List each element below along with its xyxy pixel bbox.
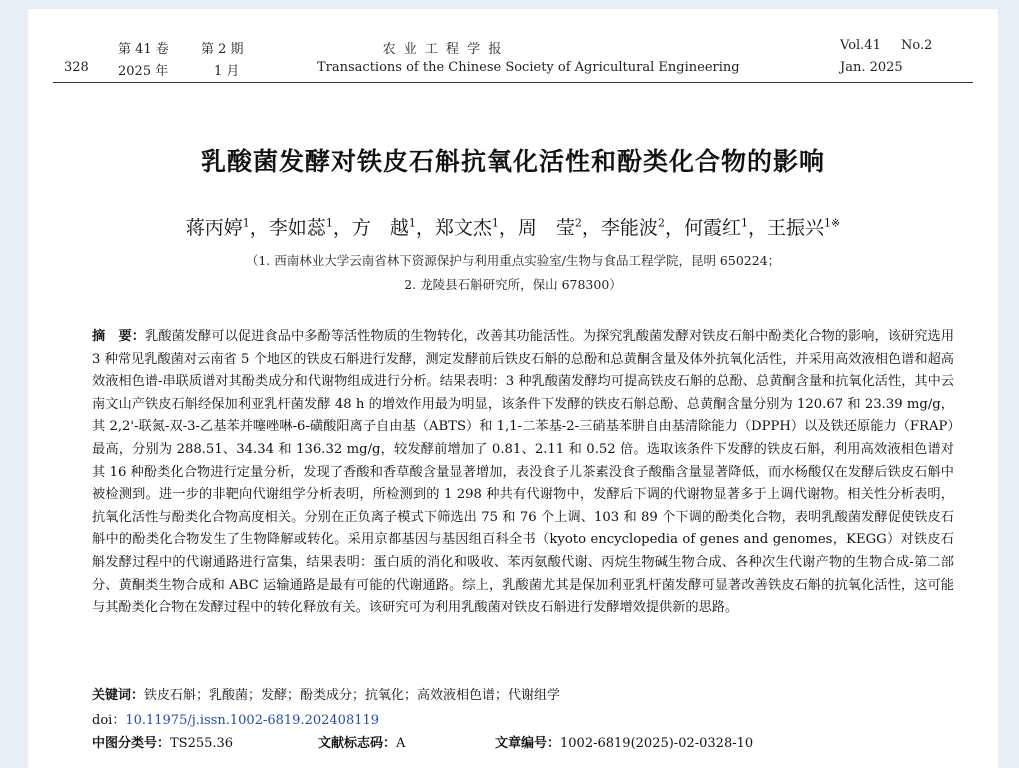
abstract-text: 乳酸菌发酵可以促进食品中多酚等活性物质的生物转化，改善其功能活性。为探究乳酸菌发酵对铁皮石斛中酚类化合物的影响，该研究选用 3 种常见乳酸菌对云南省 5 个地区的铁皮石斛进行发酵，测定发酵前后铁皮石斛的总酚和总黄酮含量及体外抗氧化活性，并采用高效液相色谱和超高效液相色谱-串联质谱对其酚类成分和代谢物组成进行分析。结果表明：3 种乳酸菌发酵均可提高铁皮石斛的总酚、总黄酮含量和抗氧化活性，其中云南文山产铁皮石斛经保加利亚乳杆菌发酵 48 h 的增效作用最为明显，该条件下发酵的铁皮石斛总酚、总黄酮含量分别为 120.67 和 23.39 mg/g，其 2,2'-联氮-双-3-乙基苯并噻唑啉-6-磺酸阳离子自由基（ABTS）和 1,1-二苯基-2-三硝基苯肼自由基清除能力（DPPH）以及铁还原能力（FRAP）最高，分别为 288.51、34.34 和 136.32 mg/g，较发酵前增加了 0.81、2.11 和 0.52 倍。选取该条件下发酵的铁皮石斛，利用高效液相色谱对其 16 种酚类化合物进行定量分析，发现了香酸和香草酸含量显著增加，表没食子儿茶素没食子酸酯含量显著降低，而水杨酸仅在发酵后铁皮石斛中被检测到。进一步的非靶向代谢组学分析表明，所检测到的 1 298 种共有代谢物中，发酵后下调的代谢物显著多于上调代谢物。相关性分析表明，抗氧化活性与酚类化合物高度相关。分别在正负离子模式下筛选出 75 和 76 个上调、103 和 89 个下调的酚类化合物，表明乳酸菌发酵促使铁皮石斛中的酚类化合物发生了生物降解或转化。采用京都基因与基因组百科全书（kyoto encyclopedia of genes and genomes，KEGG）对铁皮石斛发酵过程中的代谢通路进行富集，结果表明：蛋白质的消化和吸收、苯丙氨酸代谢、丙烷生物碱生物合成、各种次生代谢产物的生物合成-第二部分、黄酮类生物合成和 ABC 运输通路是最有可能的代谢通路。综上，乳酸菌尤其是保加利亚乳杆菌发酵可显著改善铁皮石斛的抗氧化活性，这可能与其酚类化合物在发酵过程中的转化释放有关。该研究可为利用乳酸菌对铁皮石斛进行发酵增效提供新的思路。 — [92, 329, 955, 616]
affiliation-1: （1. 西南林业大学云南省林下资源保护与利用重点实验室/生物与食品工程学院，昆明 650224； — [245, 253, 781, 268]
volume-en: Vol.41 — [840, 38, 881, 53]
year-cn: 2025 年 — [118, 64, 169, 79]
author-name: 蒋丙婷 — [185, 217, 243, 239]
author-affiliation-mark: 1 — [491, 216, 499, 230]
header-rule — [53, 82, 973, 83]
author-separator: ， — [332, 217, 352, 239]
doc-value: A — [396, 736, 406, 751]
author-name: 何霞红 — [683, 217, 741, 239]
author-separator: ， — [498, 217, 518, 239]
journal-name-cn: 农 业 工 程 学 报 — [382, 42, 504, 57]
author-name: 方 越 — [351, 217, 409, 239]
article-number — [495, 732, 753, 751]
author-list — [28, 213, 998, 240]
author-affiliation-mark: 1 — [325, 216, 333, 230]
article-label: 文章编号： — [495, 736, 561, 751]
doc-code — [318, 732, 405, 751]
classification-line — [92, 732, 233, 751]
abstract — [92, 326, 954, 620]
clc-label: 中图分类号： — [92, 736, 171, 751]
author-name: 李如蕊 — [268, 217, 326, 239]
author-name: 李能波 — [600, 217, 658, 239]
author-name: 王振兴 — [766, 217, 824, 239]
author-separator: ， — [249, 217, 269, 239]
paper-page — [28, 9, 998, 768]
doi-line — [92, 709, 379, 728]
clc-value: TS255.36 — [170, 736, 234, 751]
author-separator: ， — [664, 217, 684, 239]
doi-label: doi： — [92, 713, 126, 728]
volume-cn: 第 41 卷 — [118, 42, 169, 57]
author-name: 郑文杰 — [434, 217, 492, 239]
journal-name-en: Transactions of the Chinese Society of Agricultural Engineering — [317, 60, 740, 75]
author-affiliation-mark: 2 — [574, 216, 582, 230]
keywords-text: 铁皮石斛；乳酸菌；发酵；酚类成分；抗氧化；高效液相色谱；代谢组学 — [144, 688, 561, 703]
author-name: 周 莹 — [517, 217, 575, 239]
affiliation-2: 2. 龙陵县石斛研究所，保山 678300） — [404, 277, 622, 292]
author-affiliation-mark: 1※ — [824, 216, 841, 230]
author-affiliation-mark: 1 — [242, 216, 250, 230]
page-number: 328 — [64, 60, 89, 75]
doc-label: 文献标志码： — [318, 736, 397, 751]
doi-link[interactable]: 10.11975/j.issn.1002-6819.202408119 — [125, 713, 380, 728]
author-affiliation-mark: 1 — [740, 216, 748, 230]
date-en: Jan. 2025 — [840, 60, 903, 75]
author-separator: ， — [581, 217, 601, 239]
issue-en: No.2 — [901, 38, 933, 53]
author-separator: ， — [747, 217, 767, 239]
month-cn: 1 月 — [214, 64, 240, 79]
author-separator: ， — [415, 217, 435, 239]
author-affiliation-mark: 1 — [408, 216, 416, 230]
author-affiliation-mark: 2 — [657, 216, 665, 230]
keywords-label: 关键词： — [92, 688, 145, 703]
keywords — [92, 684, 560, 703]
paper-title: 乳酸菌发酵对铁皮石斛抗氧化活性和酚类化合物的影响 — [200, 147, 825, 176]
issue-cn: 第 2 期 — [201, 42, 244, 57]
article-value: 1002-6819(2025)-02-0328-10 — [560, 736, 754, 751]
abstract-label: 摘 要： — [92, 329, 146, 344]
